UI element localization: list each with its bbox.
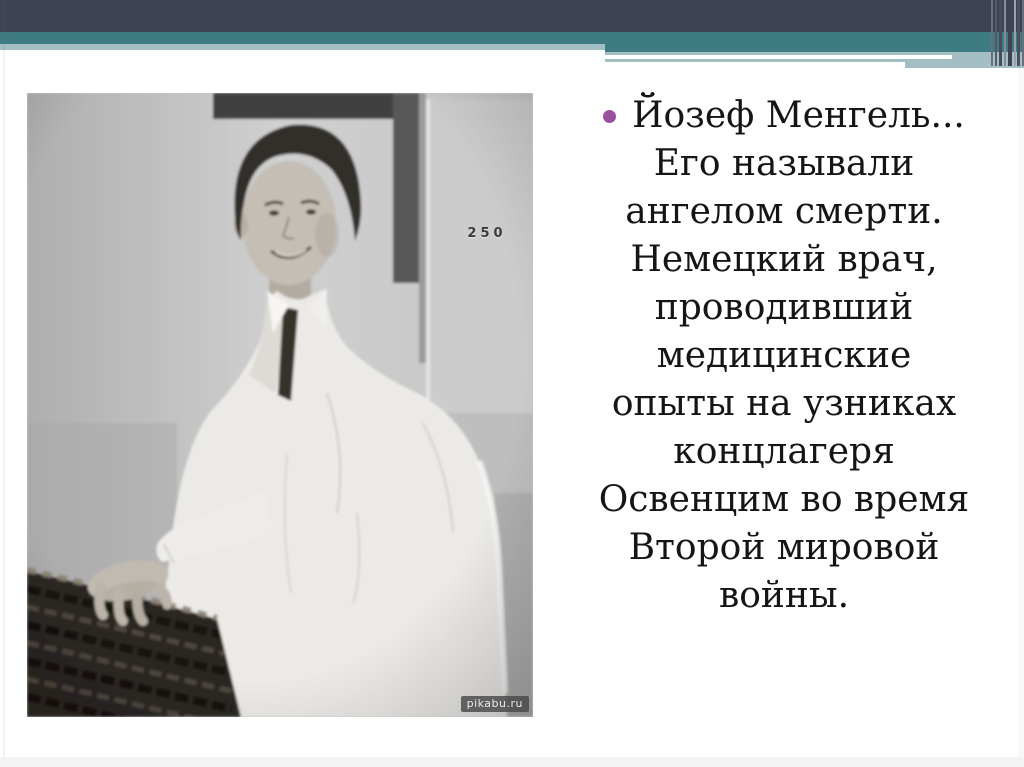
- slide-right-edge-line: [1018, 66, 1024, 767]
- header-white-line: [605, 55, 952, 59]
- header-teal-band: [0, 32, 1024, 44]
- text-line-5: проводивший: [654, 287, 914, 328]
- slide-left-edge-line: [3, 0, 5, 767]
- header-teal-extension: [605, 44, 1024, 52]
- header-dark-band: [0, 0, 1024, 32]
- text-line-3: ангелом смерти.: [625, 191, 943, 232]
- text-line-1-content: Йозеф Менгель...: [632, 95, 965, 136]
- slide-footer-band: [0, 757, 1024, 767]
- text-line-11: войны.: [718, 575, 850, 616]
- text-line-7: опыты на узниках: [611, 383, 957, 424]
- text-line-4: Немецкий врач,: [630, 239, 938, 280]
- photo-illustration: [27, 93, 533, 717]
- text-line-6: медицинские: [656, 335, 912, 376]
- slide-text-block: [552, 92, 1016, 620]
- bullet-icon: [603, 110, 616, 123]
- text-line-10: Второй мировой: [628, 527, 940, 568]
- text-line-9: Освенцим во время: [598, 479, 970, 520]
- text-line-8: концлагеря: [673, 431, 895, 472]
- text-line-2: Его называли: [653, 143, 915, 184]
- text-line-1: [552, 92, 1016, 140]
- door-number-label: 250: [467, 226, 507, 241]
- header-vertical-stripes: [991, 0, 1024, 66]
- photo-vignette: [27, 93, 533, 717]
- watermark-label: pikabu.ru: [461, 696, 529, 712]
- photo-josef-mengele: [27, 93, 533, 717]
